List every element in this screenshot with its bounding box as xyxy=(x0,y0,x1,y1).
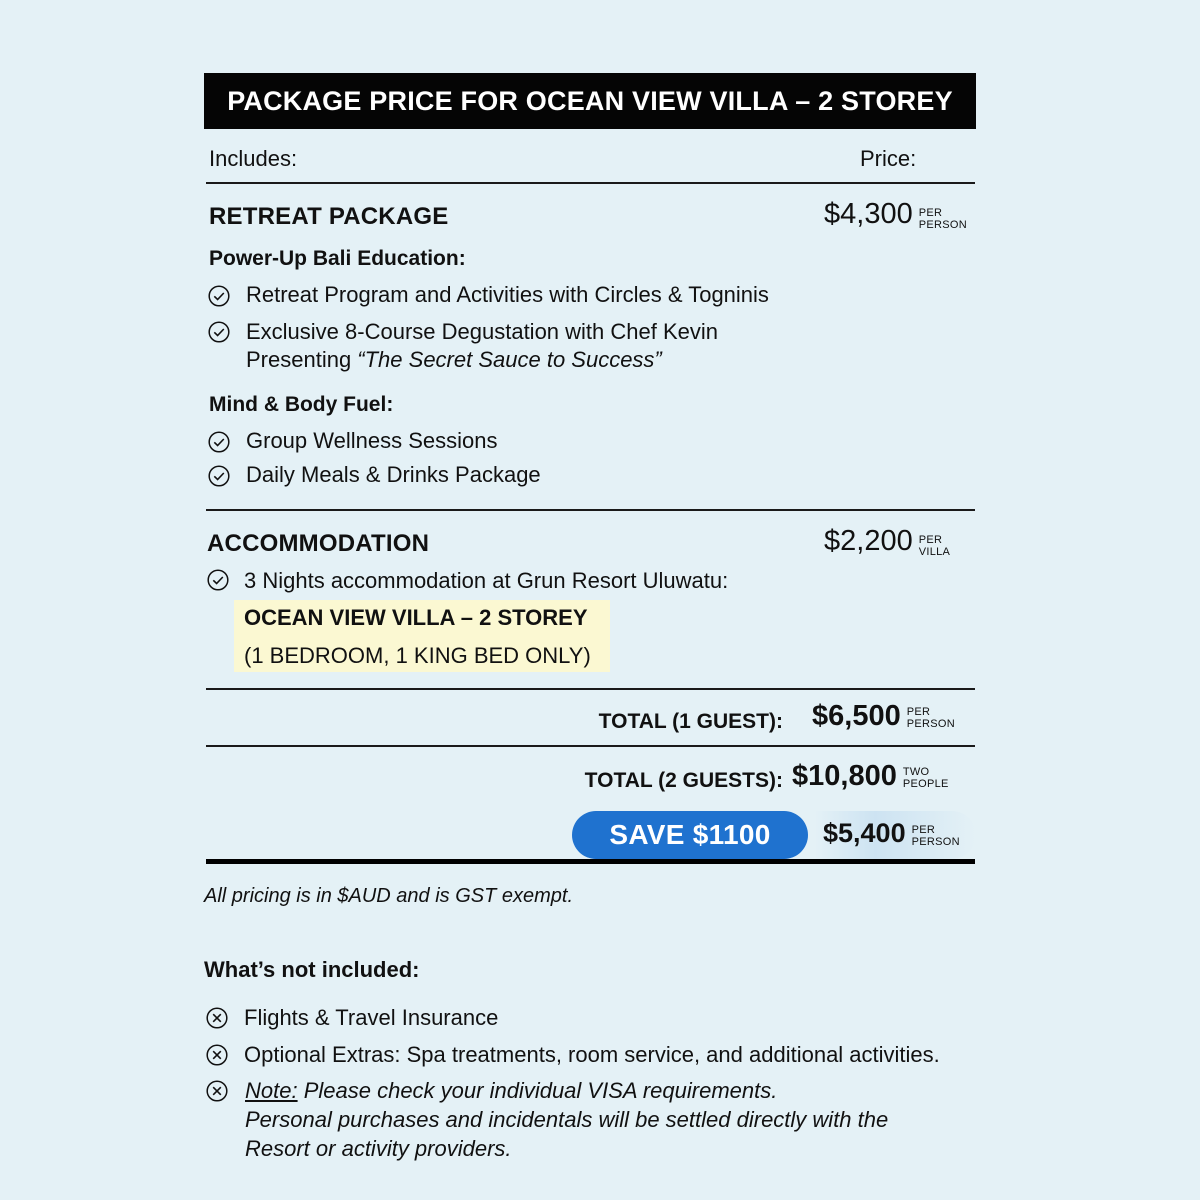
list-item: Exclusive 8-Course Degustation with Chef Kevin xyxy=(246,319,719,344)
not-included-heading: What’s not included: xyxy=(204,957,420,982)
villa-detail: (1 BEDROOM, 1 KING BED ONLY) xyxy=(244,643,591,668)
includes-header: Includes: xyxy=(209,146,298,171)
retreat-price xyxy=(824,198,967,231)
presenting-line: Presenting “The Secret Sauce to Success” xyxy=(246,347,662,372)
visa-note-line: Personal purchases and incidentals will be settled directly with the xyxy=(245,1107,889,1132)
total-two-label: TOTAL (2 GUESTS): xyxy=(584,769,783,792)
price-header: Price: xyxy=(860,146,917,171)
visa-note: Note: Please check your individual VISA requirements. xyxy=(245,1078,778,1103)
divider xyxy=(206,509,975,511)
divider xyxy=(206,745,975,747)
retreat-price-unit: PER PERSON xyxy=(918,207,967,231)
list-item: Group Wellness Sessions xyxy=(246,428,498,453)
total-one-price xyxy=(812,700,955,733)
save-badge: SAVE $1100 xyxy=(572,811,808,859)
list-item: Retreat Program and Activities with Circles & Togninis xyxy=(246,282,769,307)
check-circle-icon xyxy=(208,285,230,307)
accommodation-price-value: $2,200 xyxy=(824,525,913,557)
divider xyxy=(206,182,975,184)
total-two-unit: TWO PEOPLE xyxy=(902,766,949,790)
accommodation-price xyxy=(824,525,950,558)
villa-name: OCEAN VIEW VILLA – 2 STOREY xyxy=(244,605,588,630)
accommodation-price-unit: PER VILLA xyxy=(918,534,951,558)
retreat-price-value: $4,300 xyxy=(824,198,913,230)
check-circle-icon xyxy=(208,321,230,343)
divider xyxy=(206,688,975,690)
total-one-label: TOTAL (1 GUEST): xyxy=(598,710,783,733)
list-item: Daily Meals & Drinks Package xyxy=(246,462,541,487)
list-item: 3 Nights accommodation at Grun Resort Uluwatu: xyxy=(244,568,729,593)
retreat-package-label: RETREAT PACKAGE xyxy=(209,203,449,230)
check-circle-icon xyxy=(207,569,229,591)
education-heading: Power-Up Bali Education: xyxy=(209,247,466,270)
accommodation-label: ACCOMMODATION xyxy=(207,530,430,557)
divider xyxy=(206,859,975,864)
total-two-price xyxy=(792,760,949,793)
fuel-heading: Mind & Body Fuel: xyxy=(209,393,394,416)
total-two-price-value: $10,800 xyxy=(792,760,897,792)
save-price xyxy=(823,818,960,849)
check-circle-icon xyxy=(208,465,230,487)
total-one-unit: PER PERSON xyxy=(906,706,955,730)
x-circle-icon xyxy=(206,1007,228,1029)
visa-note-line: Resort or activity providers. xyxy=(245,1136,512,1161)
check-circle-icon xyxy=(208,431,230,453)
page-title: PACKAGE PRICE FOR OCEAN VIEW VILLA – 2 STOREY xyxy=(204,73,976,129)
list-item: Optional Extras: Spa treatments, room service, and additional activities. xyxy=(244,1042,940,1067)
save-price-unit: PER PERSON xyxy=(911,824,960,848)
save-price-value: $5,400 xyxy=(823,818,906,848)
total-one-price-value: $6,500 xyxy=(812,700,901,732)
list-item: Flights & Travel Insurance xyxy=(244,1005,499,1030)
pricing-note: All pricing is in $AUD and is GST exempt. xyxy=(204,885,574,907)
x-circle-icon xyxy=(206,1080,228,1102)
x-circle-icon xyxy=(206,1044,228,1066)
